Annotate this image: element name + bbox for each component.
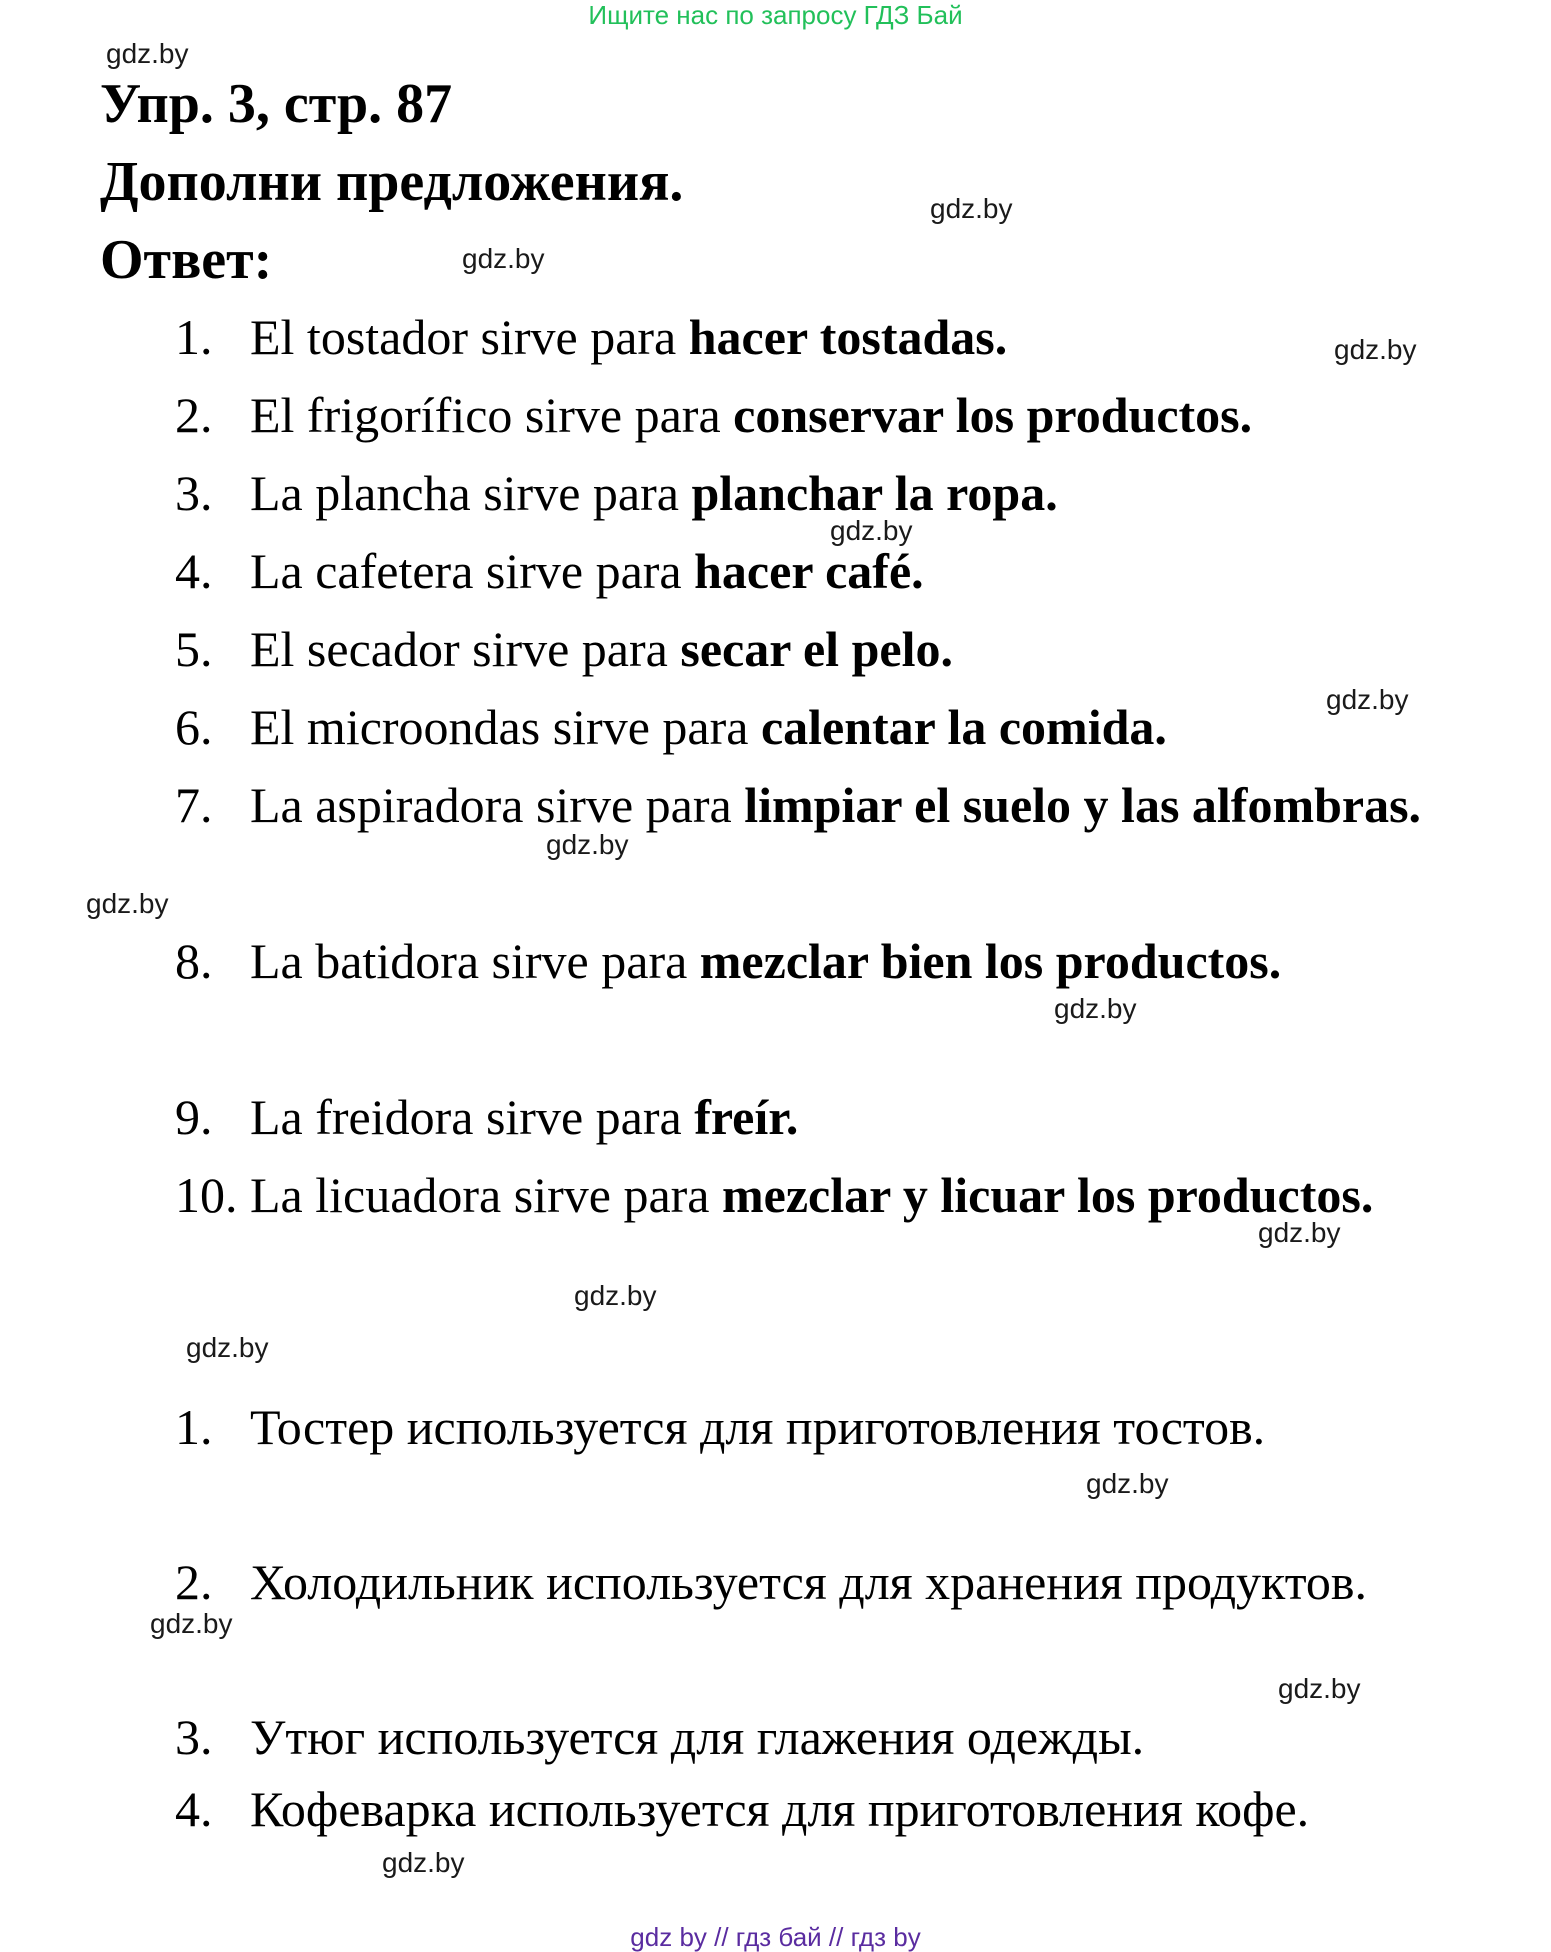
item-answer: conservar los productos. (733, 387, 1253, 443)
item-text: La batidora sirve para (250, 933, 700, 989)
item-text: El secador sirve para (250, 621, 681, 677)
item-text: La freidora sirve para (250, 1089, 695, 1145)
exercise-title: Упр. 3, стр. 87 (100, 73, 453, 135)
watermark: gdz.by (382, 1847, 465, 1878)
item-number: 2. (175, 1554, 213, 1610)
item-number: 7. (175, 777, 213, 833)
russian-item-1 (175, 1388, 1445, 1466)
spanish-item-1 (175, 298, 1445, 376)
watermark: gdz.by (186, 1332, 269, 1363)
item-number: 8. (175, 933, 213, 989)
watermark: gdz.by (930, 193, 1013, 224)
watermark: gdz.by (106, 38, 189, 69)
watermark: gdz.by (546, 829, 629, 860)
item-number: 1. (175, 1399, 213, 1455)
spanish-item-3 (175, 454, 1445, 532)
watermark: gdz.by (1086, 1468, 1169, 1499)
answer-label: Ответ: (100, 229, 273, 291)
item-text: El tostador sirve para (250, 309, 689, 365)
spanish-item-8 (175, 922, 1445, 1000)
item-answer: secar el pelo. (680, 621, 953, 677)
item-text: La cafetera sirve para (250, 543, 695, 599)
item-text: Холодильник используется для хранения продуктов. (250, 1554, 1367, 1610)
item-number: 9. (175, 1089, 213, 1145)
spanish-item-4 (175, 532, 1445, 610)
watermark: gdz.by (1278, 1673, 1361, 1704)
spanish-item-7 (175, 766, 1445, 844)
item-number: 3. (175, 1709, 213, 1765)
item-number: 5. (175, 621, 213, 677)
watermark: gdz.by (86, 888, 169, 919)
item-answer: mezclar bien los productos. (699, 933, 1282, 989)
item-text: Утюг используется для глажения одежды. (250, 1709, 1145, 1765)
top-banner: Ищите нас по запросу ГДЗ Бай (588, 0, 963, 30)
item-text: La aspiradora sirve para (250, 777, 745, 833)
spanish-item-10 (175, 1156, 1445, 1234)
spanish-item-5 (175, 610, 1445, 688)
item-text: Тостер используется для приготовления тостов. (250, 1399, 1266, 1455)
spanish-item-6 (175, 688, 1445, 766)
watermark: gdz.by (1054, 993, 1137, 1024)
russian-item-2 (175, 1543, 1445, 1621)
item-answer: hacer café. (694, 543, 924, 599)
watermark: gdz.by (150, 1608, 233, 1639)
watermark: gdz.by (1326, 684, 1409, 715)
item-number: 4. (175, 1781, 213, 1837)
item-answer: planchar la ropa. (691, 465, 1058, 521)
item-text: La plancha sirve para (250, 465, 692, 521)
watermark: gdz.by (830, 515, 913, 546)
watermark: gdz.by (574, 1280, 657, 1311)
item-text: La licuadora sirve para (250, 1167, 722, 1223)
item-text: El microondas sirve para (250, 699, 761, 755)
spanish-item-2 (175, 376, 1445, 454)
item-number: 1. (175, 309, 213, 365)
item-number: 2. (175, 387, 213, 443)
item-answer: calentar la comida. (760, 699, 1167, 755)
footer-links: gdz by // гдз бай // гдз by (630, 1922, 921, 1952)
russian-item-3 (175, 1698, 1445, 1776)
item-text: El frigorífico sirve para (250, 387, 734, 443)
item-answer: limpiar el suelo y las alfombras. (744, 777, 1422, 833)
item-text: Кофеварка используется для приготовления кофе. (250, 1781, 1310, 1837)
item-number: 6. (175, 699, 213, 755)
item-number: 10. (175, 1167, 238, 1223)
watermark: gdz.by (1258, 1217, 1341, 1248)
russian-item-4 (175, 1770, 1445, 1848)
watermark: gdz.by (462, 243, 545, 274)
item-answer: hacer tostadas. (688, 309, 1008, 365)
spanish-item-9 (175, 1078, 1445, 1156)
task-instruction: Дополни предложения. (100, 151, 684, 213)
watermark: gdz.by (1334, 334, 1417, 365)
item-number: 3. (175, 465, 213, 521)
item-answer: freír. (694, 1089, 799, 1145)
item-answer: mezclar y licuar los productos. (721, 1167, 1374, 1223)
item-number: 4. (175, 543, 213, 599)
